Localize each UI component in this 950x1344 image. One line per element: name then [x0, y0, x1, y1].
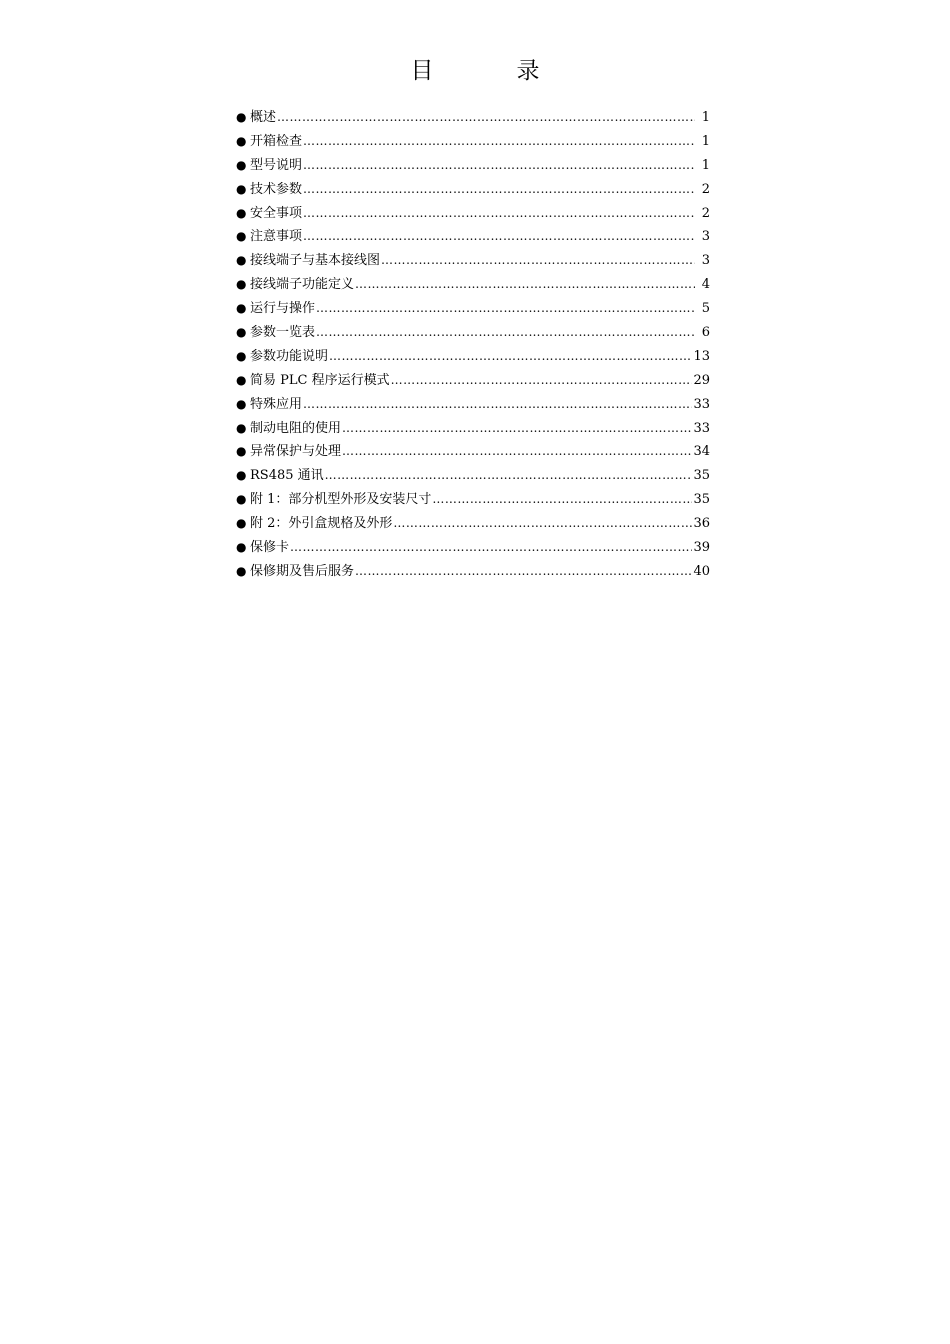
- toc-entry[interactable]: [236, 560, 714, 584]
- toc-entry-label: 接线端子功能定义: [250, 277, 355, 293]
- bullet-icon: ●: [236, 253, 247, 268]
- dot-leader: [316, 321, 695, 345]
- bullet-icon: ●: [236, 277, 247, 292]
- toc-entry-page: 2: [701, 205, 710, 221]
- toc-entry-label: 技术参数: [250, 181, 303, 197]
- toc-entry[interactable]: [236, 178, 714, 202]
- toc-entry[interactable]: [236, 369, 714, 393]
- toc-entry[interactable]: [236, 464, 714, 488]
- toc-entry-page: 2: [701, 181, 710, 197]
- toc-entry-page: 13: [693, 348, 710, 364]
- toc-entry-label: RS485 通讯: [250, 468, 324, 484]
- toc-entry[interactable]: [236, 249, 714, 273]
- dot-leader: [381, 249, 695, 273]
- toc-entry-page: 39: [693, 540, 710, 556]
- toc-entry[interactable]: [236, 297, 714, 321]
- bullet-icon: ●: [236, 205, 247, 220]
- toc-entry[interactable]: [236, 345, 714, 369]
- toc-entry[interactable]: [236, 225, 714, 249]
- dot-leader: [303, 393, 692, 417]
- toc-entry[interactable]: [236, 321, 714, 345]
- bullet-icon: ●: [236, 396, 247, 411]
- table-of-contents: [236, 106, 714, 584]
- bullet-icon: ●: [236, 301, 247, 316]
- dot-leader: [432, 488, 692, 512]
- toc-entry-page: 40: [693, 563, 710, 579]
- toc-entry-page: 5: [701, 301, 710, 317]
- toc-entry-label: 保修卡: [250, 540, 290, 556]
- toc-entry[interactable]: [236, 393, 714, 417]
- toc-entry-page: 35: [693, 492, 710, 508]
- toc-entry[interactable]: [236, 154, 714, 178]
- toc-entry-label: 注意事项: [250, 229, 303, 245]
- toc-entry-label: 接线端子与基本接线图: [250, 253, 381, 269]
- toc-entry-label: 附 1：部分机型外形及安装尺寸: [250, 492, 432, 508]
- dot-leader: [325, 464, 693, 488]
- toc-entry-label: 附 2：外引盒规格及外形: [250, 516, 393, 532]
- toc-entry[interactable]: [236, 130, 714, 154]
- toc-entry[interactable]: [236, 417, 714, 441]
- bullet-icon: ●: [236, 540, 247, 555]
- toc-entry-label: 安全事项: [250, 205, 303, 221]
- dot-leader: [277, 106, 695, 130]
- toc-entry-label: 简易 PLC 程序运行模式: [250, 372, 390, 388]
- bullet-icon: ●: [236, 372, 247, 387]
- dot-leader: [303, 202, 695, 226]
- toc-entry[interactable]: [236, 106, 714, 130]
- bullet-icon: ●: [236, 444, 247, 459]
- dot-leader: [355, 273, 695, 297]
- toc-entry[interactable]: [236, 536, 714, 560]
- toc-entry[interactable]: [236, 273, 714, 297]
- bullet-icon: ●: [236, 181, 247, 196]
- toc-entry[interactable]: [236, 512, 714, 536]
- toc-entry[interactable]: [236, 488, 714, 512]
- toc-entry-page: 3: [701, 229, 710, 245]
- toc-entry-page: 34: [693, 444, 710, 460]
- toc-entry[interactable]: [236, 440, 714, 464]
- dot-leader: [303, 225, 695, 249]
- bullet-icon: ●: [236, 420, 247, 435]
- bullet-icon: ●: [236, 516, 247, 531]
- toc-entry-page: 29: [693, 372, 710, 388]
- dot-leader: [391, 369, 693, 393]
- toc-entry-label: 开箱检查: [250, 133, 303, 149]
- toc-entry-page: 4: [701, 277, 710, 293]
- dot-leader: [393, 512, 692, 536]
- toc-entry-page: 1: [701, 157, 710, 173]
- bullet-icon: ●: [236, 229, 247, 244]
- dot-leader: [342, 440, 692, 464]
- dot-leader: [290, 536, 692, 560]
- bullet-icon: ●: [236, 110, 247, 124]
- bullet-icon: ●: [236, 468, 247, 483]
- dot-leader: [342, 417, 692, 441]
- toc-entry-page: 1: [701, 133, 710, 149]
- dot-leader: [355, 560, 692, 584]
- bullet-icon: ●: [236, 325, 247, 340]
- dot-leader: [303, 154, 695, 178]
- toc-entry-page: 33: [693, 420, 710, 436]
- toc-entry-page: 35: [693, 468, 710, 484]
- toc-entry-label: 参数一览表: [250, 325, 316, 341]
- toc-entry-label: 异常保护与处理: [250, 444, 342, 460]
- toc-entry-page: 36: [693, 516, 710, 532]
- toc-entry-label: 制动电阻的使用: [250, 420, 342, 436]
- toc-entry-label: 特殊应用: [250, 396, 303, 412]
- toc-entry-page: 33: [693, 396, 710, 412]
- bullet-icon: ●: [236, 348, 247, 363]
- dot-leader: [316, 297, 695, 321]
- toc-entry-label: 概述: [250, 110, 277, 125]
- page-title: 目 录: [410, 58, 570, 84]
- toc-entry-label: 参数功能说明: [250, 348, 329, 364]
- toc-entry-page: 1: [701, 110, 710, 125]
- dot-leader: [303, 178, 695, 202]
- toc-entry[interactable]: [236, 202, 714, 226]
- dot-leader: [303, 130, 695, 154]
- toc-entry-label: 型号说明: [250, 157, 303, 173]
- bullet-icon: ●: [236, 492, 247, 507]
- toc-entry-label: 保修期及售后服务: [250, 563, 355, 579]
- bullet-icon: ●: [236, 563, 247, 578]
- toc-entry-page: 3: [701, 253, 710, 269]
- dot-leader: [329, 345, 692, 369]
- bullet-icon: ●: [236, 157, 247, 172]
- toc-entry-page: 6: [701, 325, 710, 341]
- toc-entry-label: 运行与操作: [250, 301, 316, 317]
- bullet-icon: ●: [236, 133, 247, 148]
